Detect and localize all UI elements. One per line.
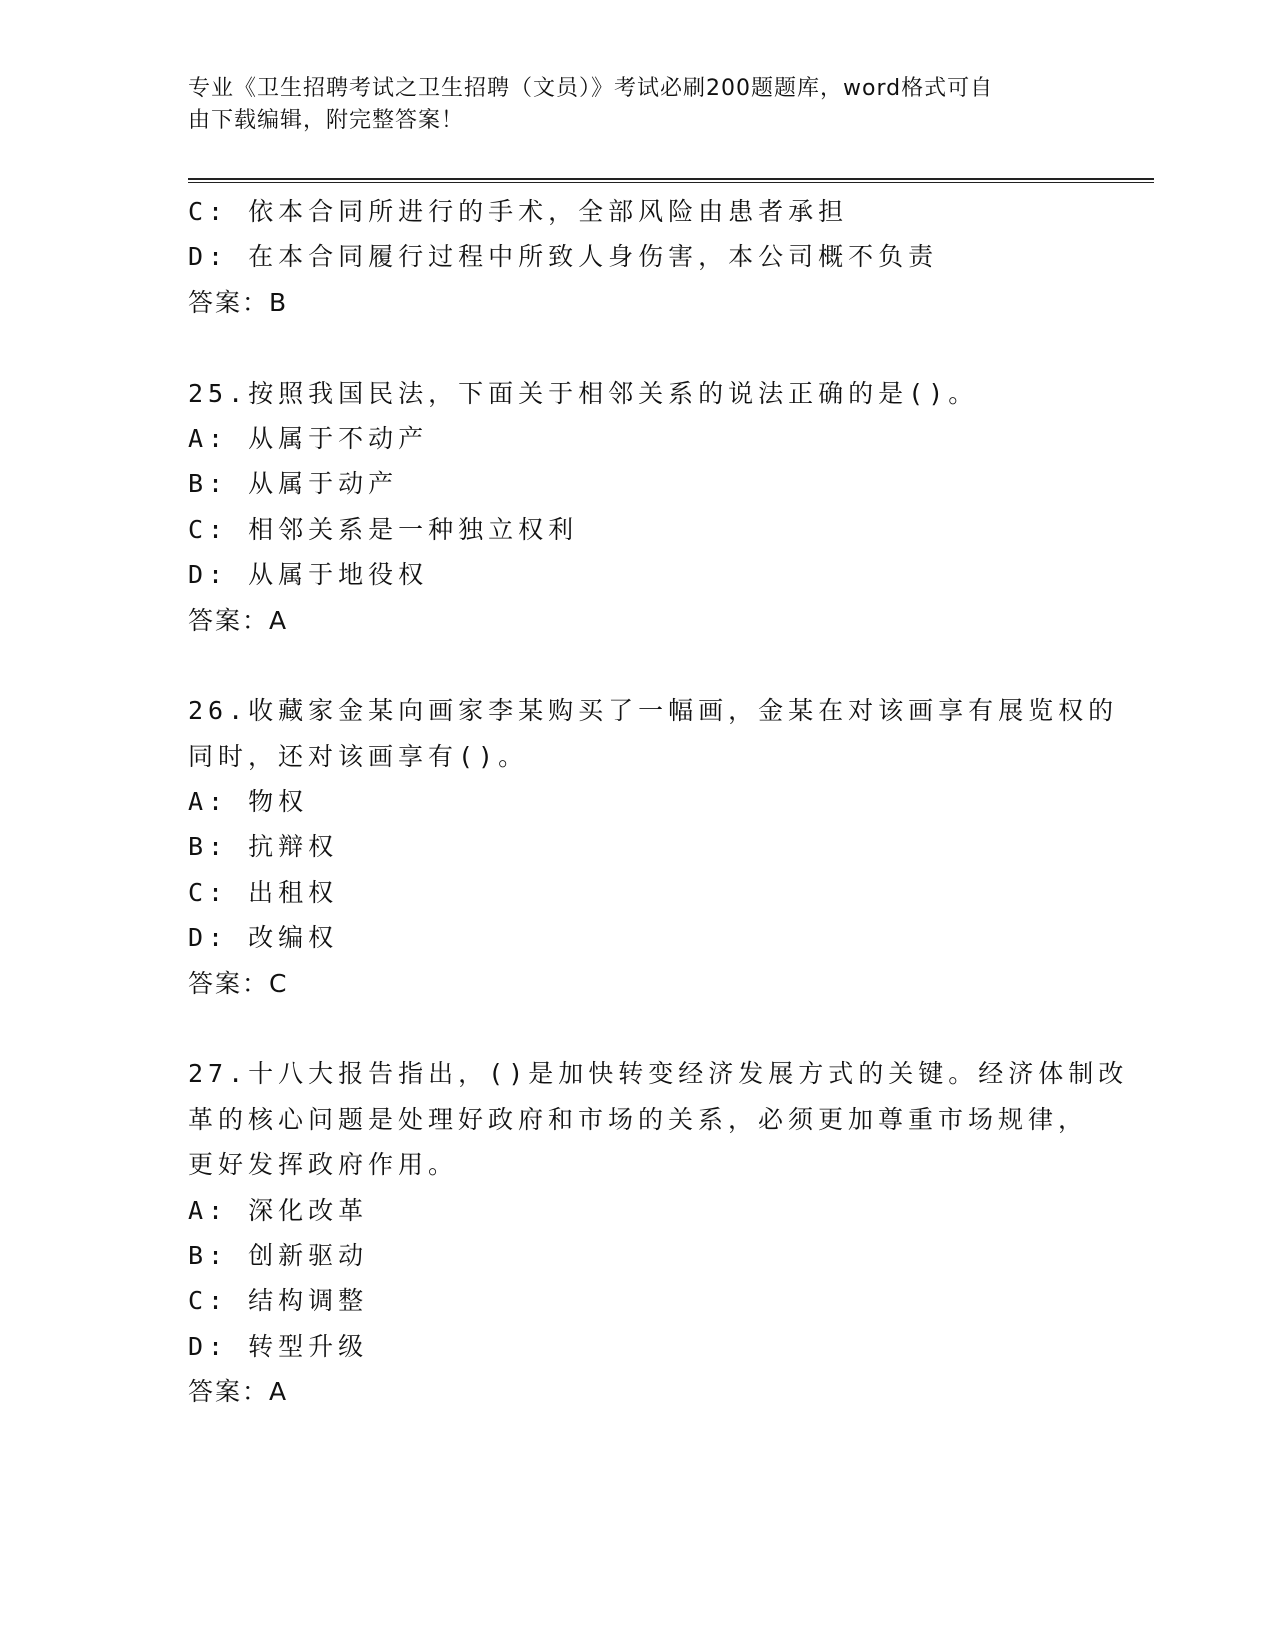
option-a: A: 深化改革: [188, 1195, 369, 1225]
question-block-continued: [188, 189, 1088, 325]
option-d: D: 转型升级: [188, 1331, 369, 1361]
question-stem: 26.收藏家金某向画家李某购买了一幅画，金某在对该画享有展览权的: [188, 696, 1119, 726]
header-divider-thin: [188, 182, 1154, 183]
spacer: [188, 325, 1088, 370]
option-b: B: 抗辩权: [188, 832, 339, 862]
question-block-26: [188, 688, 1119, 1006]
answer-line: 答案：A: [188, 605, 289, 635]
option-b: B: 创新驱动: [188, 1240, 369, 1270]
option-d: D: 在本合同履行过程中所致人身伤害，本公司概不负责: [188, 242, 939, 272]
header-line: 专业《卫生招聘考试之卫生招聘（文员）》考试必刷200题题库，word格式可自: [188, 76, 994, 101]
document-header: [188, 73, 1068, 137]
document-body: [188, 189, 1129, 1415]
question-block-27: [188, 1051, 1129, 1414]
option-a: A: 物权: [188, 787, 309, 817]
header-line: 由下载编辑，附完整答案！: [188, 108, 465, 133]
answer-line: 答案：A: [188, 1377, 289, 1407]
option-d: D: 改编权: [188, 923, 339, 953]
question-stem: 27.十八大报告指出，()是加快转变经济发展方式的关键。经济体制改: [188, 1059, 1129, 1089]
spacer: [188, 643, 1088, 688]
option-c: C: 结构调整: [188, 1286, 369, 1316]
spacer: [188, 1006, 1088, 1051]
question-stem: 革的核心问题是处理好政府和市场的关系，必须更加尊重市场规律，: [188, 1104, 1089, 1134]
option-c: C: 相邻关系是一种独立权利: [188, 514, 579, 544]
answer-line: 答案：B: [188, 287, 289, 317]
option-c: C: 依本合同所进行的手术，全部风险由患者承担: [188, 197, 849, 226]
option-d: D: 从属于地役权: [188, 560, 429, 590]
question-block-25: [188, 371, 1088, 643]
question-stem: 25.按照我国民法，下面关于相邻关系的说法正确的是()。: [188, 378, 979, 408]
header-divider: [188, 178, 1154, 180]
option-c: C: 出租权: [188, 877, 339, 907]
question-stem: 同时，还对该画享有()。: [188, 741, 529, 771]
option-a: A: 从属于不动产: [188, 423, 429, 453]
answer-line: 答案：C: [188, 968, 289, 998]
option-b: B: 从属于动产: [188, 469, 399, 499]
question-stem: 更好发挥政府作用。: [188, 1150, 459, 1180]
